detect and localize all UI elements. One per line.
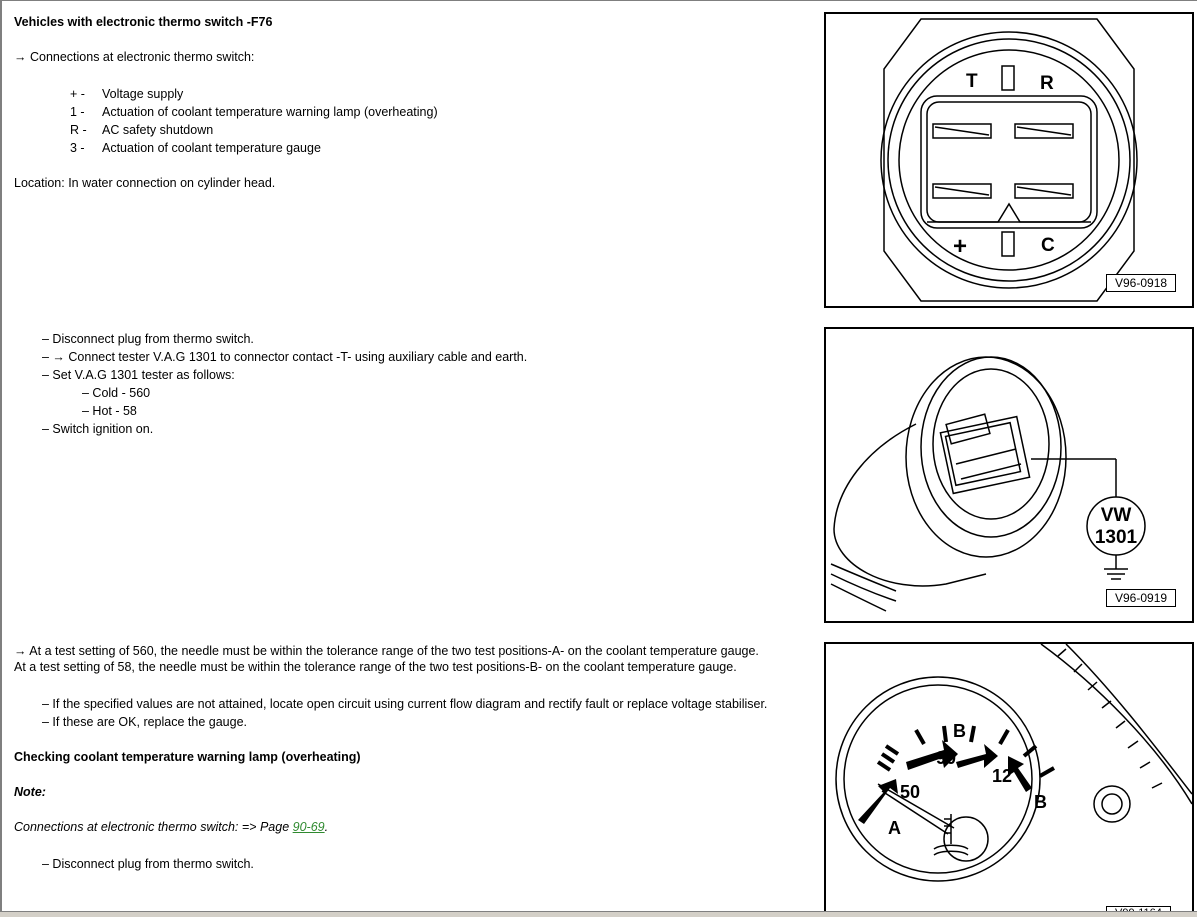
connection-row-1 (70, 105, 438, 120)
connection-row-r (70, 123, 213, 138)
figure-tester-connection (824, 327, 1194, 623)
figure-id-label: V96-0918 (1106, 274, 1176, 292)
step-connect-tester: – → Connect tester V.A.G 1301 to connector contact -T- using auxiliary cable and earth. (42, 350, 528, 364)
pin-c-label: C (1041, 235, 1055, 256)
pin-description: AC safety shutdown (102, 123, 214, 137)
connection-row-plus (70, 87, 183, 102)
substep-cold: – Cold - 560 (82, 386, 151, 400)
figure-connector (824, 12, 1194, 308)
page-link[interactable]: 90-69 (292, 820, 325, 834)
pin-label: 3 - (70, 141, 85, 155)
pin-t-label: T (966, 71, 978, 92)
scale-label-12: 12 (992, 766, 1013, 786)
note-text (14, 820, 328, 835)
pin-label: + - (70, 87, 85, 101)
step-replace-gauge: – If these are OK, replace the gauge. (42, 715, 247, 729)
pin-plus-label: + (953, 233, 968, 260)
connection-row-3 (70, 141, 321, 156)
test-position-a-label: A (888, 818, 901, 838)
pin-description: Actuation of coolant temperature warning lamp (overheating) (102, 105, 438, 119)
pin-description: Actuation of coolant temperature gauge (102, 141, 321, 155)
scale-label-50: 50 (900, 782, 921, 802)
test-position-b-label: B (1034, 792, 1047, 812)
tester-label-vw: VW (1100, 505, 1132, 526)
pin-label: R - (70, 123, 87, 137)
location-text: Location: In water connection on cylinder head. (14, 176, 276, 190)
window-bottom-edge (0, 911, 1197, 917)
figure-id-label: V96-0919 (1106, 589, 1176, 607)
figure-temperature-gauge (824, 642, 1194, 912)
test-position-a-text: → At a test setting of 560, the needle must be within the tolerance range of the two test positions-A- on the coolant temperature gauge. (14, 644, 759, 658)
tester-drawing (826, 329, 1192, 621)
warning-lamp-heading: Checking coolant temperature warning lamp (overheating) (14, 750, 361, 764)
note-label: Note: (14, 785, 46, 799)
step-ignition-on: – Switch ignition on. (42, 422, 154, 436)
pin-r-label: R (1040, 73, 1054, 94)
gauge-drawing (826, 644, 1192, 912)
tester-label-model: 1301 (1094, 527, 1138, 548)
substep-hot: – Hot - 58 (82, 404, 137, 418)
connector-drawing (826, 14, 1192, 306)
step-disconnect-plug: – Disconnect plug from thermo switch. (42, 857, 254, 871)
scale-label-90: 90 (936, 748, 957, 768)
pin-label: 1 - (70, 105, 85, 119)
note-suffix: . (324, 820, 329, 834)
test-position-b-label-top: B (953, 721, 966, 741)
connections-intro: → Connections at electronic thermo switch: (14, 50, 255, 64)
step-set-tester: – Set V.A.G 1301 tester as follows: (42, 368, 235, 382)
pin-description: Voltage supply (102, 87, 184, 101)
section-title: Vehicles with electronic thermo switch -F76 (14, 15, 273, 29)
step-values-not-attained: – If the specified values are not attained, locate open circuit using current flow diagram and rectify fault or replace voltage stabiliser. (42, 697, 768, 711)
test-position-b-text: At a test setting of 58, the needle must be within the tolerance range of the two test positions-B- on the coolant temperature gauge. (14, 660, 737, 674)
step-disconnect: – Disconnect plug from thermo switch. (42, 332, 254, 346)
note-prefix: Connections at electronic thermo switch: => Page (14, 820, 293, 834)
